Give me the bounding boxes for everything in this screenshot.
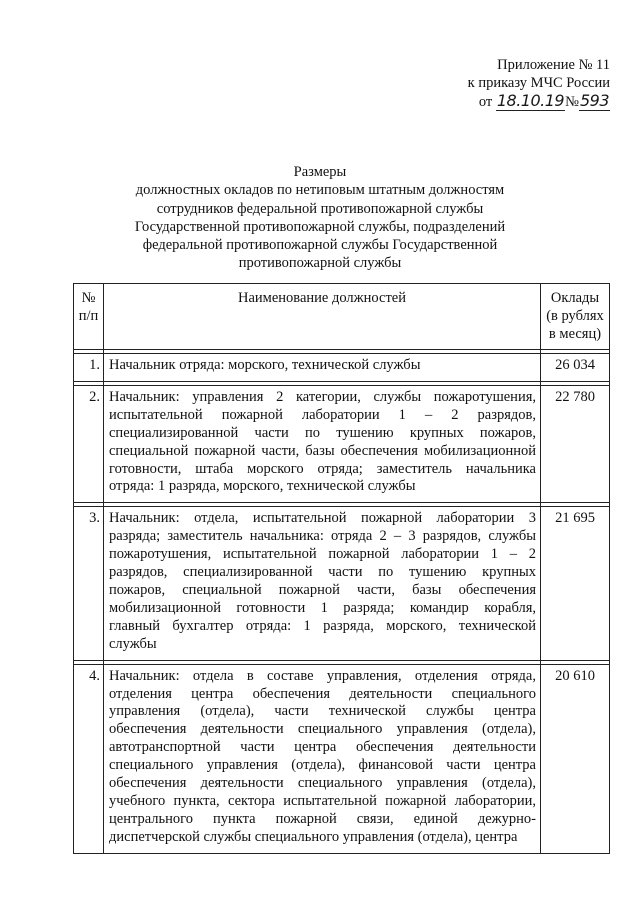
description-line: Начальник: отдела в составе управления, отделения отряда, [109, 667, 536, 684]
handwritten-date: 18.10.19 [496, 91, 565, 110]
row-number: 1. [74, 354, 104, 382]
description-line: главный бухгалтер отряда: 1 разряда, морского, технической [109, 617, 536, 634]
description-line: пожаротушения, испытательной пожарной лаборатории 1 – 2 [109, 546, 536, 563]
description-line: пожаров, специальной пожарной части, базы обеспечения [109, 581, 536, 598]
title-line: сотрудников федеральной противопожарной службы [156, 200, 484, 217]
description-line: отделения центра обеспечения деятельности специального [109, 685, 536, 702]
header-position-name: Наименование должностей [104, 284, 541, 350]
description-line: разрядов, специализированной части по тушению крупных [109, 564, 536, 581]
salary-value: 22 780 [541, 385, 610, 502]
position-description [104, 664, 541, 853]
description-line: испытательной пожарной лаборатории 1 – 2 разрядов, [109, 406, 536, 423]
description-line: управления (отдела), части технической службы центра [109, 703, 536, 720]
description-line: обеспечения деятельности специального управления (отдела), [109, 721, 536, 738]
description-line: Начальник: отдела, испытательной пожарной лаборатории 3 [109, 510, 536, 527]
date-prefix: от [478, 94, 493, 110]
description-line: автотранспортной части центра обеспечения деятельности [109, 739, 536, 756]
table-header-row [74, 284, 610, 350]
salary-table [73, 283, 610, 854]
table-row [74, 385, 610, 502]
table-body [74, 350, 610, 854]
appendix-date-line [440, 92, 610, 111]
row-number: 4. [74, 664, 104, 853]
number-sign: № [565, 94, 579, 110]
salary-value: 21 695 [541, 507, 610, 660]
header-number: № п/п [74, 284, 104, 350]
table-row [74, 664, 610, 853]
handwritten-order-number: 593 [579, 91, 609, 110]
position-description [104, 507, 541, 660]
header-salary: Оклады (в рублях в месяц) [541, 284, 610, 350]
position-description [104, 354, 541, 382]
description-line: службы [109, 635, 157, 652]
title-line: Размеры [293, 164, 347, 180]
description-line: специального управления (отдела), финансовой части центра [109, 757, 536, 774]
title-line: противопожарной службы [238, 255, 402, 272]
description-line: обеспечения деятельности специального управления (отдела), [109, 775, 536, 792]
appendix-header [440, 56, 610, 111]
description-line: Начальник: управления 2 категории, службы пожаротушения, [109, 388, 536, 405]
description-line: мобилизационной готовности 1 разряда; командир корабля, [109, 599, 536, 616]
description-line: Начальник отряда: морского, технической службы [109, 357, 421, 373]
description-line: учебного пункта, сектора испытательной пожарной лаборатории, [109, 792, 536, 809]
appendix-number: Приложение № 11 [497, 57, 610, 73]
title-line: Государственной противопожарной службы, подразделений [134, 218, 506, 235]
position-description [104, 385, 541, 502]
row-number: 2. [74, 385, 104, 502]
salary-value: 20 610 [541, 664, 610, 853]
description-line: готовности, штаба морского отряда; заместитель начальника [109, 460, 536, 477]
appendix-order-ref: к приказу МЧС России [467, 75, 610, 91]
salary-value: 26 034 [541, 354, 610, 382]
title-line: федеральной противопожарной службы Государственной [142, 237, 498, 254]
table-row [74, 354, 610, 382]
description-line: центрального пункта пожарной связи, единой дежурно- [109, 810, 536, 827]
document-title [110, 163, 530, 273]
table-row [74, 507, 610, 660]
description-line: диспетчерской службы специального управления (отдела), центра [109, 828, 518, 845]
title-line: должностных окладов по нетиповым штатным должностям [135, 182, 505, 199]
row-number: 3. [74, 507, 104, 660]
description-line: разряда; заместитель начальника: отряда 2 – 3 разрядов, службы [109, 528, 536, 545]
description-line: отряда: 1 разряда, морского, технической службы [109, 478, 416, 495]
description-line: специальной пожарной части, базы обеспечения мобилизационной [109, 442, 536, 459]
description-line: специализированной части по тушению крупных пожаров, [109, 424, 536, 441]
